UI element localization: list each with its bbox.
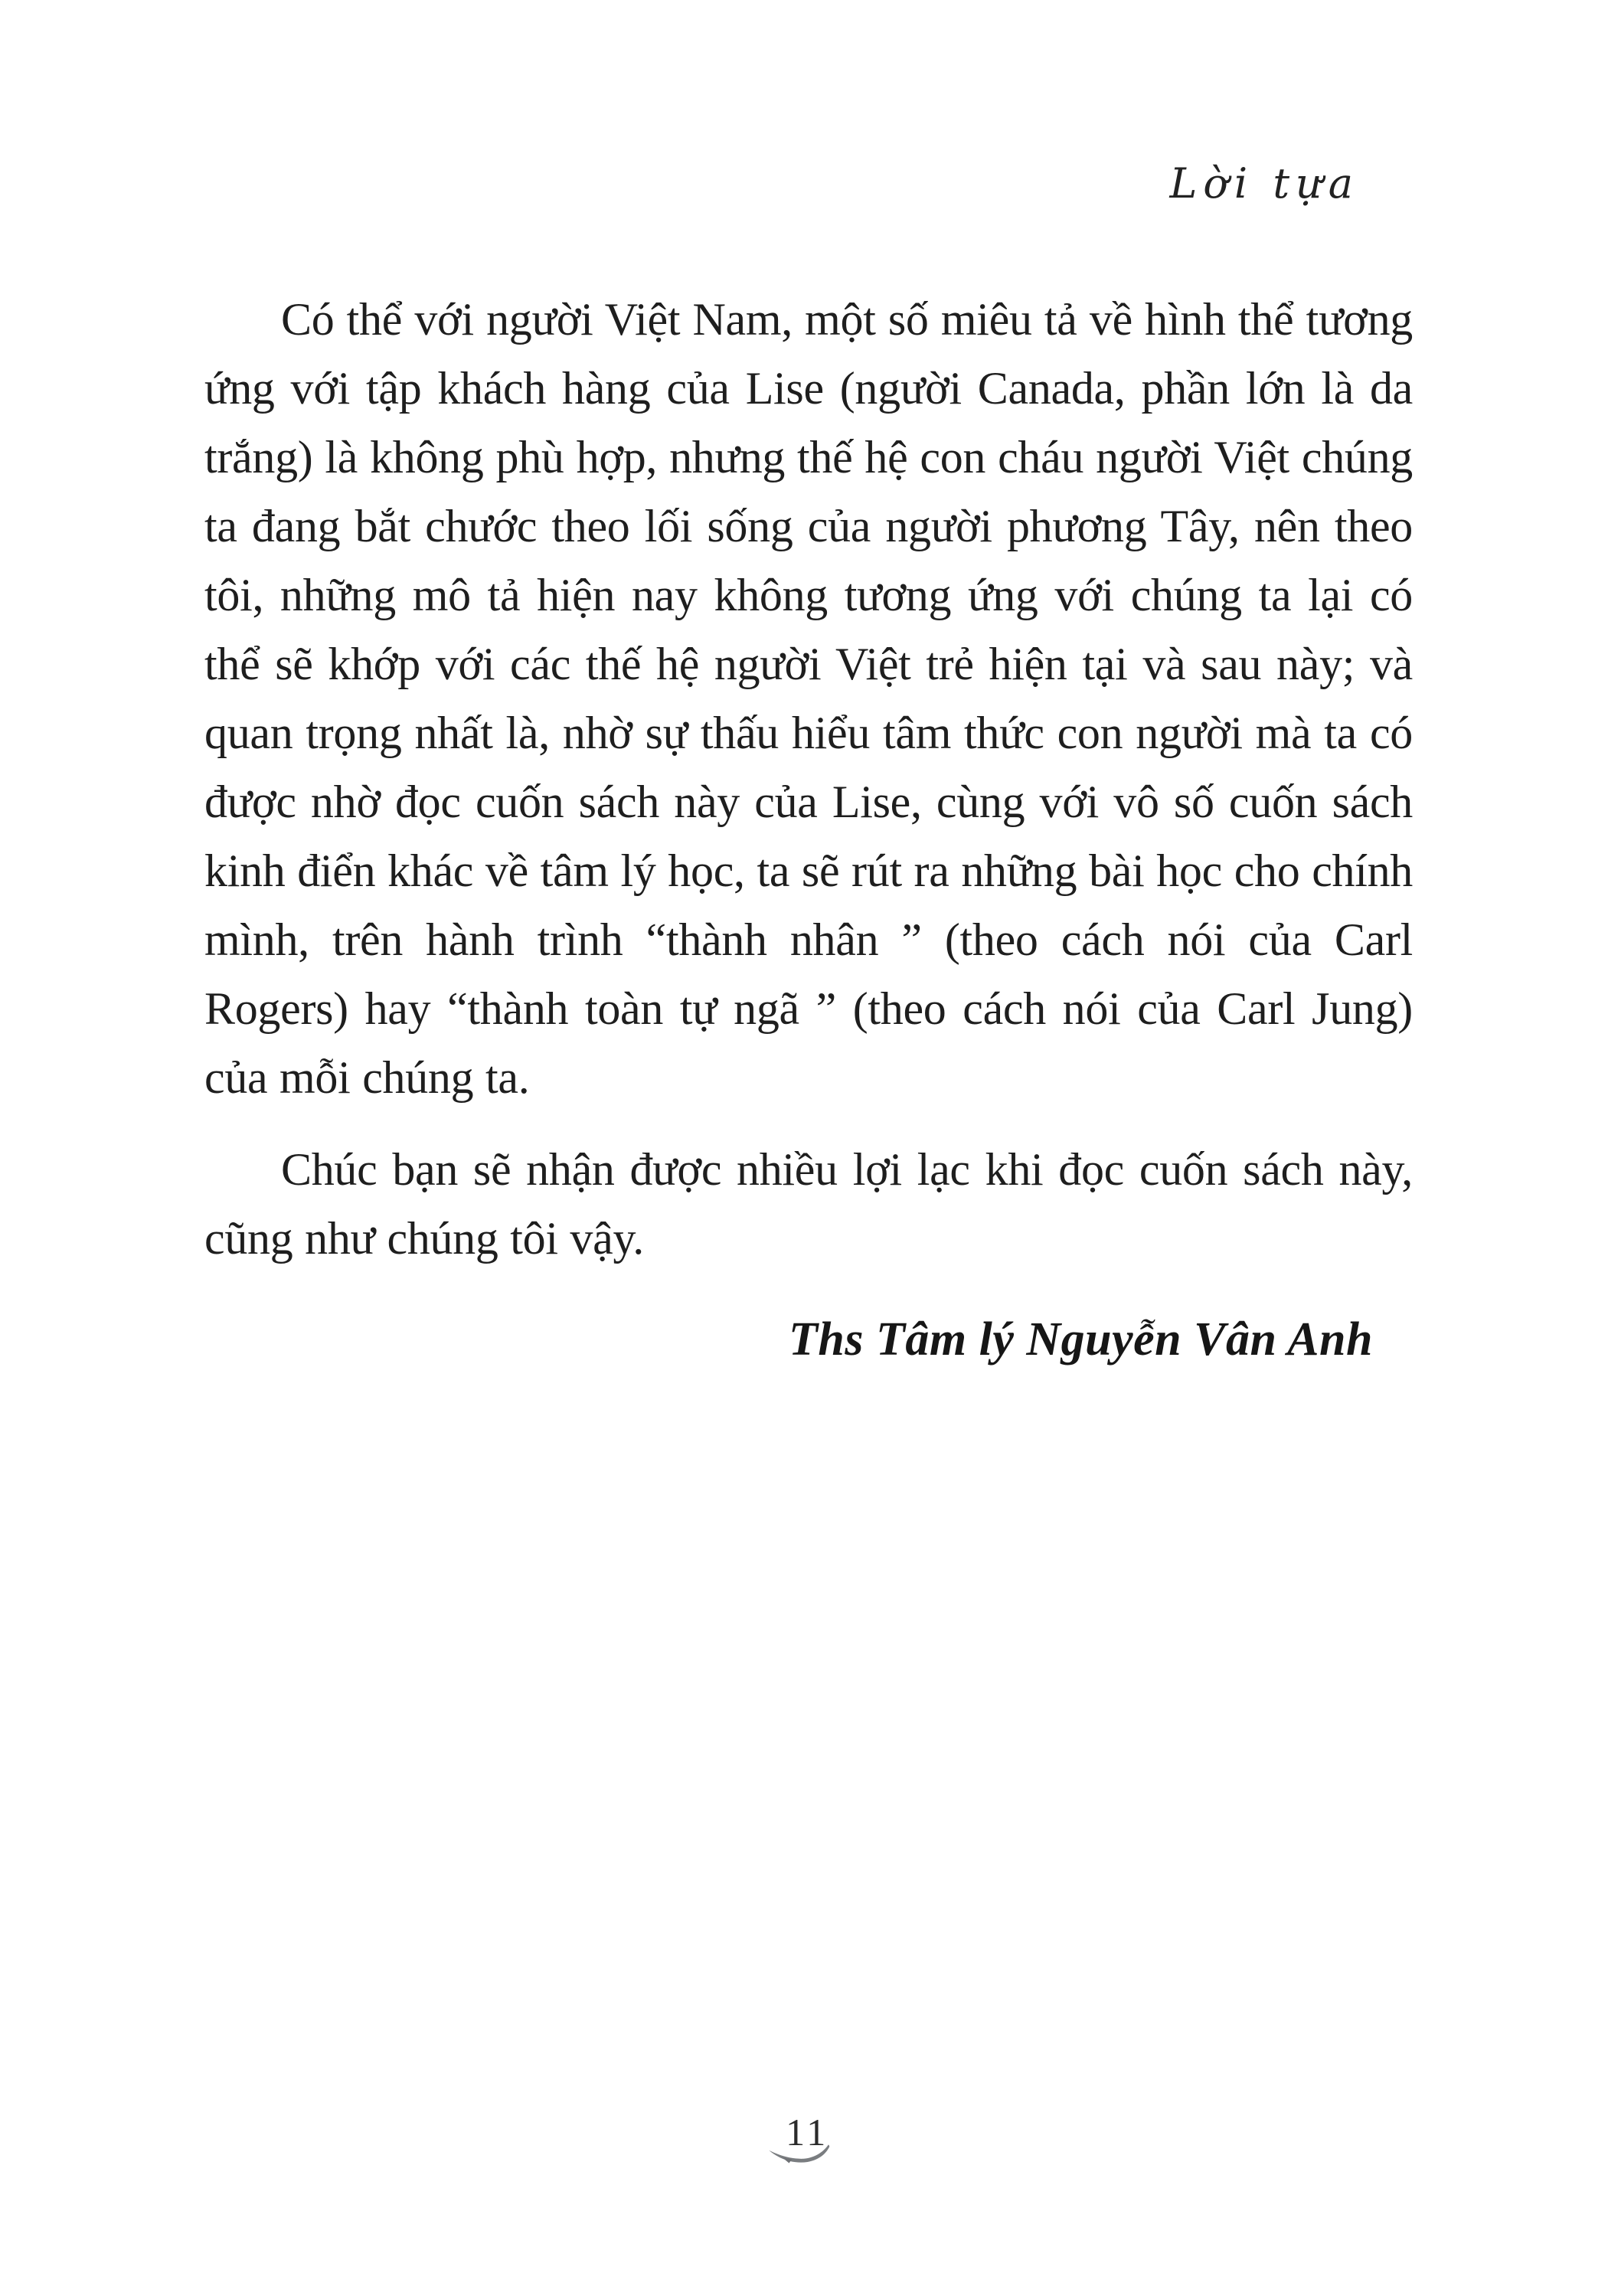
body-text-block xyxy=(204,285,1413,1374)
paragraph-2: Chúc bạn sẽ nhận được nhiều lợi lạc khi đọc cuốn sách này, cũng như chúng tôi vậy. xyxy=(204,1144,1413,1264)
paragraph-1: Có thể với người Việt Nam, một số miêu tả về hình thể tương ứng với tập khách hàng của Lise (người Canada, phần lớn là da trắng) là không phù hợp, nhưng thế hệ con cháu người Việt chúng ta đang bắt chước theo lối sống của người phương Tây, nên theo tôi, những mô tả hiện nay không tương ứng với chúng ta lại có thể sẽ khớp với các thế hệ người Việt trẻ hiện tại và sau này; và quan trọng nhất là, nhờ sự thấu hiểu tâm thức con người mà ta có được nhờ đọc cuốn sách này của Lise, cùng với vô số cuốn sách kinh điển khác về tâm lý học, ta sẽ rút ra những bài học cho chính mình, trên hành trình “thành nhân ” (theo cách nói của Carl Rogers) hay “thành toàn tự ngã ” (theo cách nói của Carl Jung) của mỗi chúng ta. xyxy=(204,294,1413,1103)
page-number: 11 xyxy=(786,2111,829,2154)
chapter-title: Lời tựa xyxy=(1169,159,1359,208)
chapter-header xyxy=(0,146,1359,222)
page-footer xyxy=(739,2112,861,2166)
author-signature: Ths Tâm lý Nguyễn Vân Anh xyxy=(789,1313,1373,1365)
